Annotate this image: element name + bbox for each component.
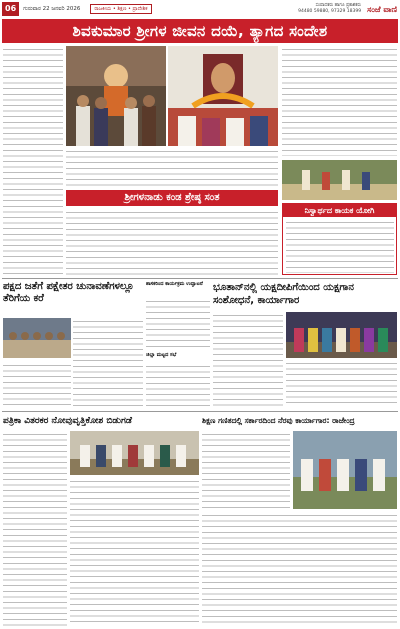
journalists-story-title: ಪತ್ರಿಕಾ ವಿತರಕರ ನೋವುವೃತ್ತಿಕೋಶ ಬಿಡುಗಡೆ bbox=[3, 416, 132, 426]
mid-brief-b-body bbox=[146, 363, 210, 409]
journalists-story-body-2 bbox=[70, 478, 199, 626]
protest-story-body bbox=[73, 318, 143, 408]
page-number: 06 bbox=[2, 2, 19, 16]
procession-photo bbox=[282, 160, 397, 200]
workshop-group-photo bbox=[286, 312, 397, 358]
story-body-left bbox=[3, 46, 63, 276]
mid-brief-b-title: ಜಿಲ್ಲಾ ಮಟ್ಟದ ಸಭೆ bbox=[146, 352, 177, 358]
education-story-body bbox=[202, 431, 290, 509]
contact-info bbox=[298, 3, 361, 15]
mid-brief-a-body bbox=[146, 298, 210, 350]
story-body-center bbox=[66, 148, 278, 188]
workshop-group-image bbox=[286, 312, 397, 358]
section-tagline: ರಾಜಕೀಯ • ಶಿಕ್ಷಣ • ಪ್ರಾದೇಶಿಕ bbox=[90, 4, 151, 14]
protest-image bbox=[3, 318, 71, 358]
workshop-story-body-2 bbox=[286, 360, 397, 408]
selfless-story-body bbox=[286, 219, 394, 273]
newspaper-logo: ಸಂಜೆ ವಾಣಿ bbox=[367, 3, 397, 14]
workshop-story-body bbox=[213, 312, 283, 408]
education-event-image bbox=[293, 431, 397, 509]
saint-story-banner: ಶ್ರೀಗಳನಾಡು ಕಂಡ ಶ್ರೇಷ್ಠ ಸಂತ bbox=[66, 190, 278, 206]
journalists-group-image bbox=[70, 431, 199, 475]
section-divider-1 bbox=[2, 278, 398, 279]
contact-line-1: ಸಂಪಾದಕರು ಹಾಗೂ ಪ್ರಕಾಶಕರು bbox=[315, 3, 362, 8]
journalists-story-body bbox=[3, 431, 67, 626]
education-story-title: ಶಿಕ್ಷಣ ಗಣಿತದಲ್ಲಿ ಸರ್ಕಾರದಿಂದ ನೆರವು ಕಾರ್ಯಾಗಾರ: ರಾಜೇಂದ್ರ bbox=[202, 416, 355, 425]
mid-brief-a-title: ಶಾಸಕರಿಂದ ಕಾರ್ಯಕ್ರಮ ಉದ್ಘಾಟನೆ bbox=[146, 281, 203, 287]
procession-image bbox=[282, 160, 397, 200]
protest-story-body-2 bbox=[3, 362, 71, 408]
ceremony-photo-image bbox=[66, 46, 166, 146]
issue-date: ಗುರುವಾರ 22 ಜನವರಿ 2026 bbox=[23, 5, 81, 12]
portrait-tribute-image bbox=[168, 46, 278, 146]
contact-line-2: 94480 59880, 97329 18399 bbox=[298, 9, 362, 14]
masthead bbox=[0, 0, 400, 18]
workshop-story-title: ಭೂತಾನ್‌ನಲ್ಲಿ ಯಕ್ಷದೀಪಿಗೆಯಿಂದ ಯಕ್ಷಗಾನ ಸಂಶೋಧನೆ, ಕಾರ್ಯಾಗಾರ bbox=[213, 282, 354, 306]
saint-story-body bbox=[66, 209, 278, 275]
protest-photo bbox=[3, 318, 71, 358]
protest-story-title: ಪಕ್ಷದ ಜತೆಗೆ ಪಕ್ಷೇತರ ಚುನಾವಣೆಗಳಲ್ಲೂ ತೆರಿಗೆಯ ಕರೆ bbox=[3, 281, 134, 304]
selfless-story-banner: ನಿಸ್ವಾರ್ಥದ ಕಾಯಕ ಯೋಗಿ bbox=[283, 204, 396, 217]
story-body-right-top bbox=[282, 46, 397, 156]
journalists-group-photo bbox=[70, 431, 199, 475]
ceremony-photo bbox=[66, 46, 166, 146]
main-headline: ಶಿವಕುಮಾರ ಶ್ರೀಗಳ ಜೀವನ ದಯೆ, ತ್ಯಾಗದ ಸಂದೇಶ bbox=[2, 19, 398, 43]
education-event-photo bbox=[293, 431, 397, 509]
education-story-body-2 bbox=[202, 512, 397, 626]
portrait-tribute-photo bbox=[168, 46, 278, 146]
section-divider-2 bbox=[2, 411, 398, 412]
